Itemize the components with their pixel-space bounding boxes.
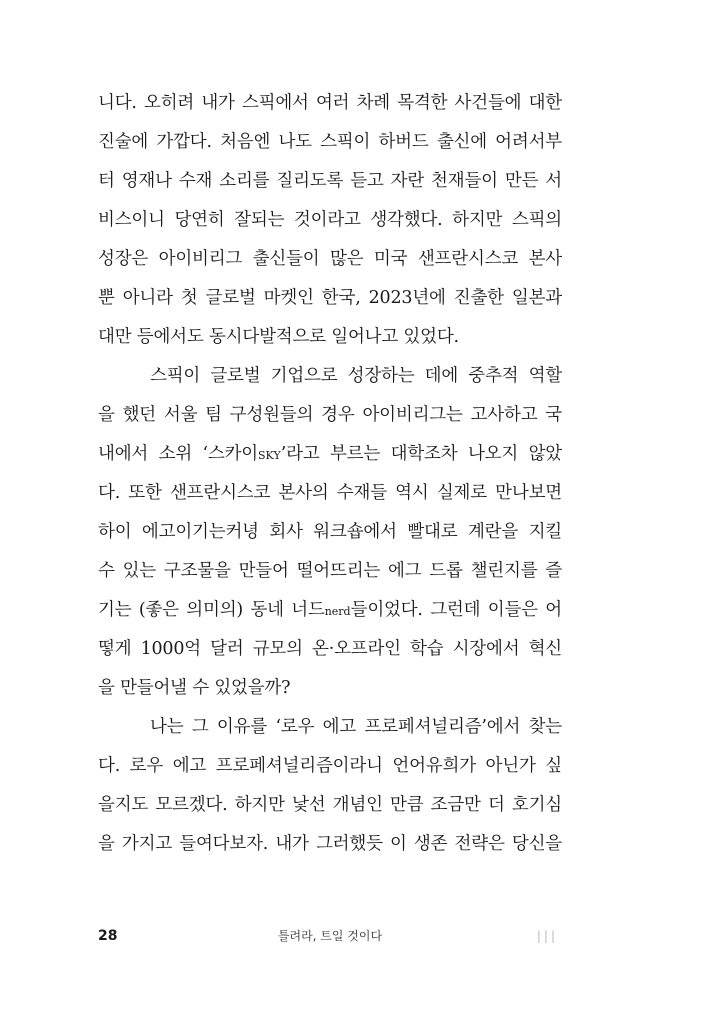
text-line: 니다. 오히려 내가 스픽에서 여러 차례 목격한 사건들에 대한 <box>98 93 562 113</box>
text-line-with-annotation <box>98 591 562 630</box>
text-line: 떻게 1000억 달러 규모의 온·오프라인 학습 시장에서 혁신 <box>98 639 562 659</box>
paragraph-start-line: 나는 그 이유를 ‘로우 에고 프로페셔널리즘’에서 찾는 <box>150 717 562 737</box>
text-line: 비스이니 당연히 잘되는 것이라고 생각했다. 하지만 스픽의 <box>98 210 562 230</box>
text-line: 다. 로우 에고 프로페셔널리즘이라니 언어유희가 아닌가 싶 <box>98 756 562 776</box>
text-line: 진술에 가깝다. 처음엔 나도 스픽이 하버드 출신에 어려서부 <box>98 132 562 152</box>
text-line: 뿐 아니라 첫 글로벌 마켓인 한국, 2023년에 진출한 일본과 <box>98 288 562 308</box>
text-segment: 들이었다. 그런데 이들은 어 <box>350 600 562 620</box>
text-line: 을지도 모르겠다. 하지만 낯선 개념인 만큼 조금만 더 호기심 <box>98 795 562 815</box>
text-line: 을 가지고 들여다보자. 내가 그러했듯 이 생존 전략은 당신을 <box>98 834 562 854</box>
text-line: 대만 등에서도 동시다발적으로 일어나고 있었다. <box>98 327 459 347</box>
text-segment: 기는 (좋은 의미의) 동네 너드 <box>98 600 325 620</box>
text-line-with-annotation <box>98 435 562 474</box>
sky-annotation: SKY <box>258 449 281 462</box>
nerd-annotation: nerd <box>324 605 351 618</box>
page-mark: ||| <box>536 929 558 943</box>
text-line: 수 있는 구조물을 만들어 떨어뜨리는 에그 드롭 챌린지를 즐 <box>98 561 562 581</box>
text-line: 을 했던 서울 팀 구성원들의 경우 아이비리그는 고사하고 국 <box>98 405 562 425</box>
book-title: 틀려라, 트일 것이다 <box>277 929 383 943</box>
text-line: 성장은 아이비리그 출신들이 많은 미국 샌프란시스코 본사 <box>98 249 562 269</box>
text-line: 다. 또한 샌프란시스코 본사의 수재들 역시 실제로 만나보면 <box>98 483 562 503</box>
page-footer <box>98 924 562 948</box>
text-segment: ’라고 부르는 대학조차 나오지 않았 <box>280 444 562 464</box>
paragraph-start-line: 스픽이 글로벌 기업으로 성장하는 데에 중추적 역할 <box>150 366 562 386</box>
text-line: 터 영재나 수재 소리를 질리도록 듣고 자란 천재들이 만든 서 <box>98 171 562 191</box>
text-line: 하이 에고이기는커녕 회사 워크숍에서 빨대로 계란을 지킬 <box>98 522 562 542</box>
text-segment: 내에서 소위 ‘스카이 <box>98 444 259 464</box>
text-line: 을 만들어낼 수 있었을까? <box>98 678 291 698</box>
body-text <box>98 84 562 864</box>
page-number: 28 <box>98 928 118 944</box>
